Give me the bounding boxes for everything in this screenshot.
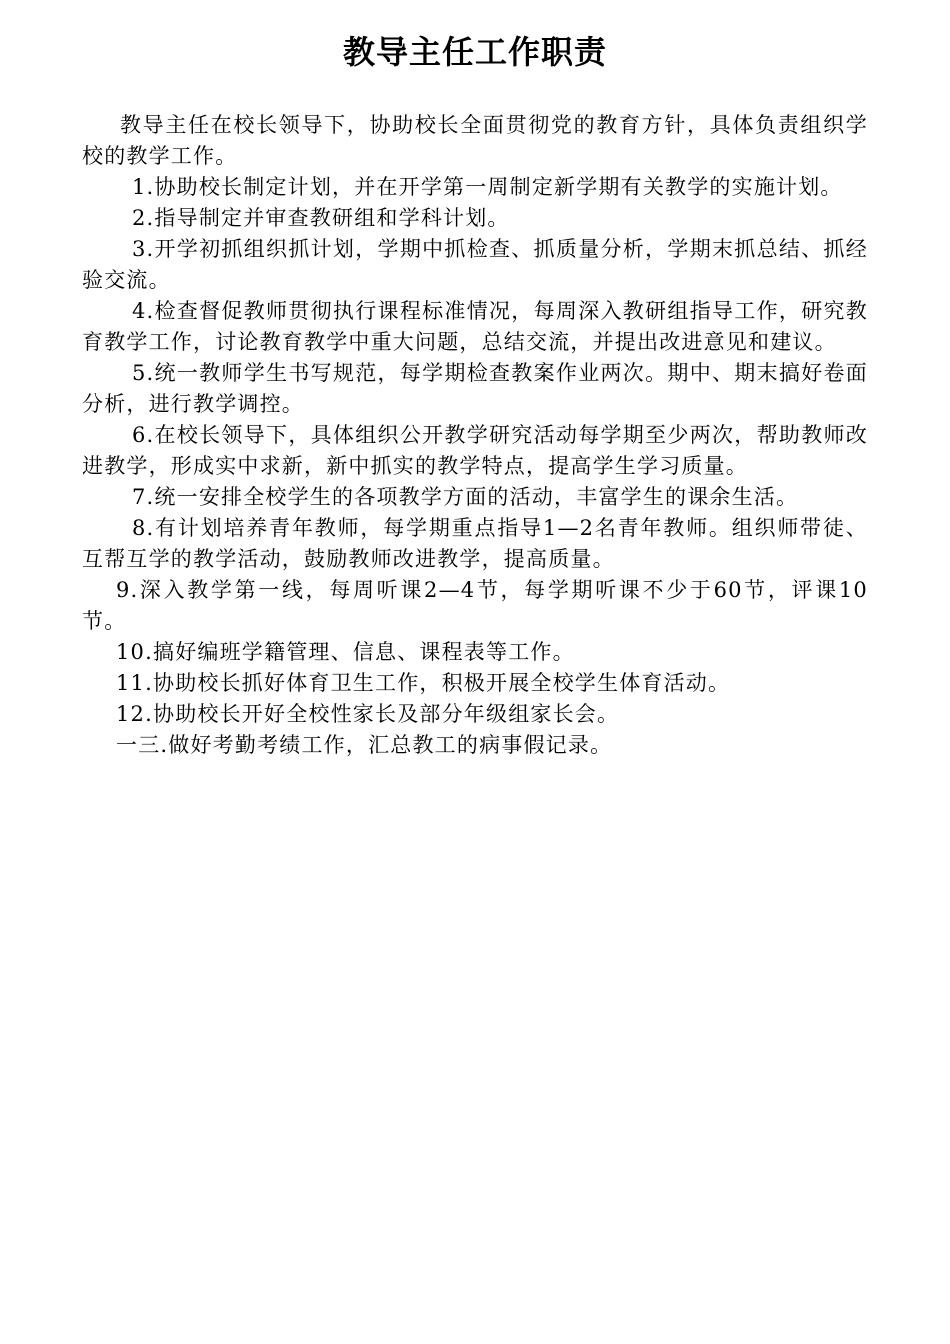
duty-item-3: 3.开学初抓组织抓计划，学期中抓检查、抓质量分析，学期末抓总结、抓经验交流。 <box>82 237 868 292</box>
duty-item-1: 1.协助校长制定计划，并在开学第一周制定新学期有关教学的实施计划。 <box>132 175 843 199</box>
duty-item-8: 8.有计划培养青年教师，每学期重点指导1—2名青年教师。组织师带徒、互帮互学的教学活动，鼓励教师改进教学，提高质量。 <box>82 516 868 571</box>
duty-item-7: 7.统一安排全校学生的各项教学方面的活动，丰富学生的课余生活。 <box>132 485 799 509</box>
duty-item-9: 9.深入教学第一线，每周听课2—4节，每学期听课不少于60节，评课10节。 <box>82 578 868 633</box>
duty-item-5: 5.统一教师学生书写规范，每学期检查教案作业两次。期中、期末搞好卷面分析，进行教学调控。 <box>82 361 868 416</box>
document-body <box>82 110 868 761</box>
intro-paragraph: 教导主任在校长领导下，协助校长全面贯彻党的教育方针，具体负责组织学校的教学工作。 <box>82 113 868 168</box>
duty-item-6: 6.在校长领导下，具体组织公开教学研究活动每学期至少两次，帮助教师改进教学，形成实中求新，新中抓实的教学特点，提高学生学习质量。 <box>82 423 868 478</box>
duty-item-2: 2.指导制定并审查教研组和学科计划。 <box>132 206 510 230</box>
duty-item-12: 12.协助校长开好全校性家长及部分年级组家长会。 <box>116 702 620 726</box>
duty-item-4: 4.检查督促教师贯彻执行课程标准情况，每周深入教研组指导工作，研究教育教学工作，讨论教育教学中重大问题，总结交流，并提出改进意见和建议。 <box>82 299 868 354</box>
document-title: 教导主任工作职责 <box>342 33 607 71</box>
duty-item-11: 11.协助校长抓好体育卫生工作，积极开展全校学生体育活动。 <box>116 671 731 695</box>
duty-item-13: 一三.做好考勤考绩工作，汇总教工的病事假记录。 <box>116 733 613 757</box>
duty-item-10: 10.搞好编班学籍管理、信息、课程表等工作。 <box>116 640 575 664</box>
